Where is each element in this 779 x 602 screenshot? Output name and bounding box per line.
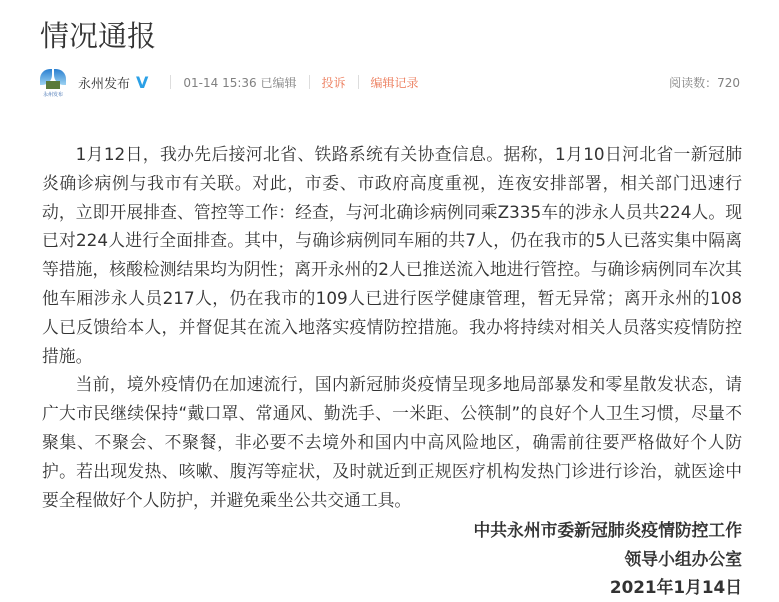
signature-office: 领导小组办公室 <box>624 548 742 569</box>
avatar[interactable] <box>40 67 66 97</box>
edit-history-link[interactable]: 编辑记录 <box>370 75 419 90</box>
signature <box>42 516 742 602</box>
report-link[interactable]: 投诉 <box>321 75 346 90</box>
divider <box>170 75 171 89</box>
article-title: 情况通报 <box>40 19 157 53</box>
divider <box>309 75 310 89</box>
signature-date: 2021年1月14日 <box>609 577 742 598</box>
signature-org: 中共永州市委新冠肺炎疫情防控工作 <box>473 520 742 541</box>
article-meta <box>40 66 740 98</box>
read-count: 阅读数：720 <box>669 75 740 90</box>
account-name[interactable]: 永州发布 <box>78 76 131 92</box>
paragraph: 1月12日，我办先后接河北省、铁路系统有关协查信息。据称，1月10日河北省一新冠肺炎确诊病例与我市有关联。对此，市委、市政府高度重视，连夜安排部署，相关部门迅速行动，立即开展排查、管控等工作：经查，与河北确诊病例同乘Z335车的涉永人员共224人。现已对224人进行全面排查。其中，与确诊病例同车厢的共7人，仍在我市的5人已落实集中隔离等措施，核酸检测结果均为阴性；离开永州的2人已推送流入地进行管控。与确诊病例同车次其他车厢涉永人员217人，仍在我市的109人已进行医学健康管理，暂无异常；离开永州的108人已反馈给本人，并督促其在流入地落实疫情防控措施。我办将持续对相关人员落实疫情防控措施。 <box>42 144 742 366</box>
avatar-caption: 永州发布 <box>42 92 63 98</box>
article-body <box>42 140 742 602</box>
publish-time: 01-14 15:36 已编辑 <box>183 75 297 90</box>
divider <box>358 75 359 89</box>
verified-icon: V <box>136 72 149 92</box>
paragraph: 当前，境外疫情仍在加速流行，国内新冠肺炎疫情呈现多地局部暴发和零星散发状态，请广大市民继续保持“戴口罩、常通风、勤洗手、一米距、公筷制”的良好个人卫生习惯，尽量不聚集、不聚会、不聚餐，非必要不去境外和国内中高风险地区，确需前往要严格做好个人防护。若出现发热、咳嗽、腹泻等症状，及时就近到正规医疗机构发热门诊进行诊治，就医途中要全程做好个人防护，并避免乘坐公共交通工具。 <box>42 374 742 510</box>
